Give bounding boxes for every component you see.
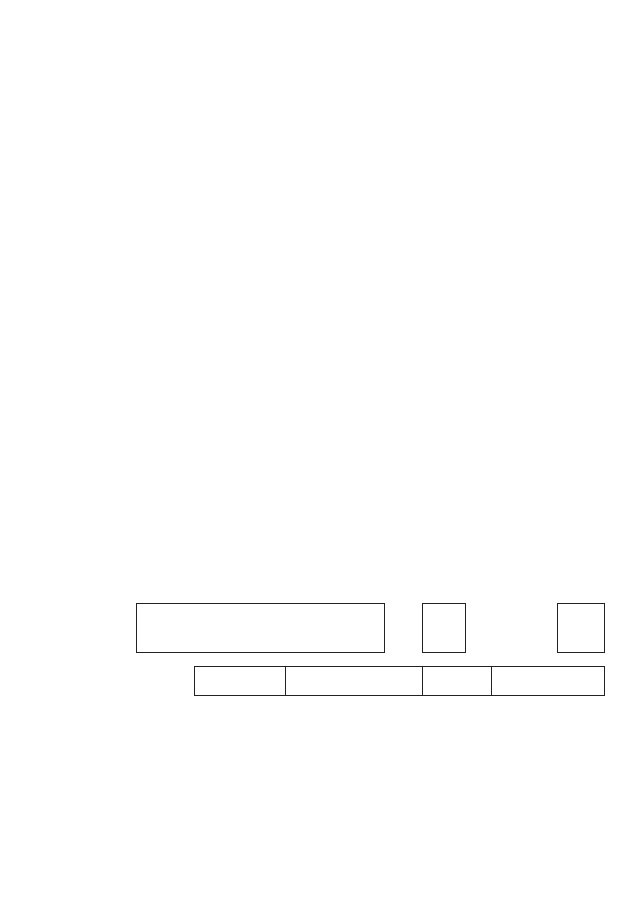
name-field: [136, 603, 385, 653]
name-value: [137, 604, 384, 608]
code-field: [422, 603, 466, 653]
level-value: [558, 604, 604, 620]
borrowed-cell: [285, 666, 423, 696]
original-cell: [194, 666, 286, 696]
source-code-cell: [422, 666, 492, 696]
level-field: [557, 603, 605, 653]
code-value: [423, 604, 465, 620]
reg-number-cell: [491, 666, 605, 696]
borrowed-label: [286, 667, 422, 681]
